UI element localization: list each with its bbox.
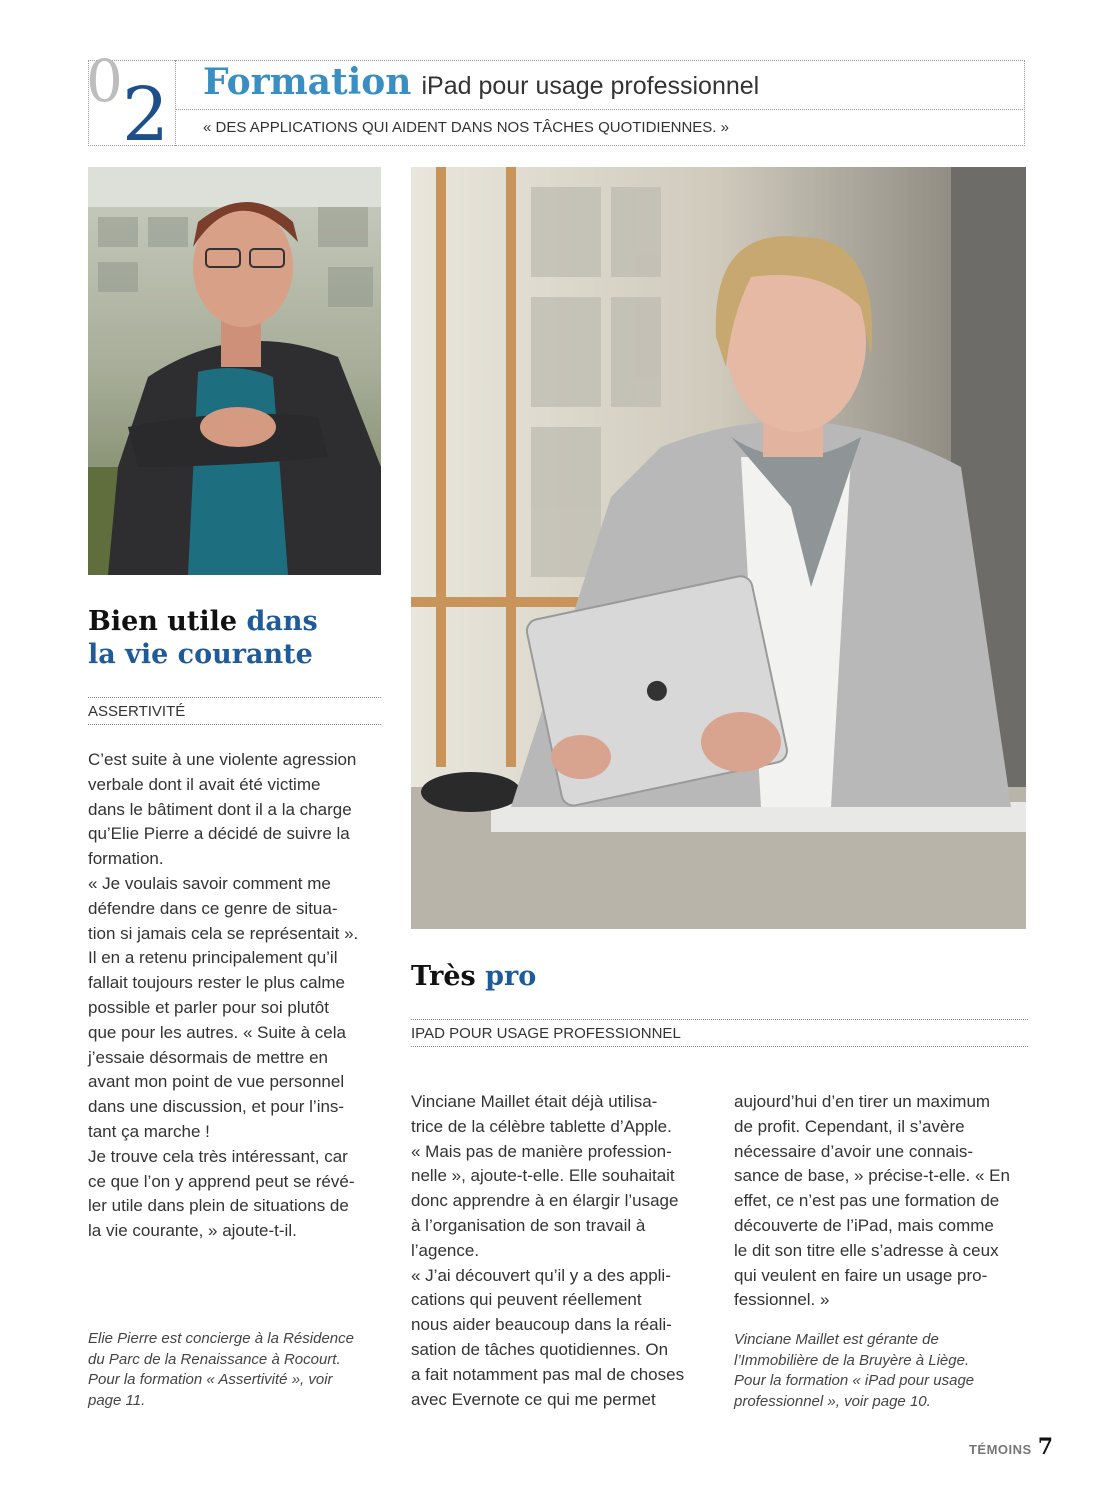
- text-line: Il en a retenu principalement qu’il: [88, 948, 338, 968]
- right-section-label: [411, 1019, 1028, 1047]
- section-number-second: 2: [122, 72, 170, 158]
- caption-line: l’Immobilière de la Bruyère à Liège.: [734, 1351, 970, 1369]
- caption-line: professionnel », voir page 10.: [734, 1392, 931, 1410]
- section-number-first: 0: [86, 47, 123, 115]
- text-line: nous aider beaucoup dans la réali-: [411, 1315, 672, 1335]
- caption-line: du Parc de la Renaissance à Rocourt.: [88, 1350, 341, 1368]
- text-line: nelle », ajoute-t-elle. Elle souhaitait: [411, 1166, 675, 1186]
- left-heading: [88, 605, 388, 671]
- text-line: l’agence.: [411, 1240, 480, 1260]
- text-line: j’essaie désormais de mettre en: [88, 1047, 329, 1067]
- photo-vinciane-maillet: [411, 167, 1026, 929]
- caption-line: page 11.: [88, 1391, 146, 1409]
- text-line: fallait toujours rester le plus calme: [88, 973, 346, 993]
- right-body-col1: [411, 1090, 716, 1412]
- text-line: avec Evernote ce qui me permet: [411, 1389, 656, 1409]
- text-line: cations qui peuvent réellement: [411, 1290, 642, 1310]
- left-heading-part2: dans: [246, 606, 318, 637]
- right-caption: [734, 1330, 1034, 1412]
- text-line: ce que l’on y apprend peut se révé-: [88, 1171, 355, 1191]
- text-line: Vinciane Maillet était déjà utilisa-: [411, 1092, 658, 1111]
- right-heading-part1: Très: [411, 961, 476, 992]
- text-line: donc apprendre à en élargir l’usage: [411, 1191, 679, 1211]
- left-heading-part3: la vie courante: [88, 639, 313, 670]
- right-body-col2: [734, 1090, 1034, 1313]
- text-line: dans le bâtiment dont il a la charge: [88, 799, 352, 819]
- photo-elie-pierre: [88, 167, 381, 575]
- text-line: « J’ai découvert qu’il y a des appli-: [411, 1265, 671, 1285]
- text-line: qui veulent en faire un usage pro-: [734, 1265, 988, 1285]
- right-heading-part2: pro: [485, 961, 537, 992]
- text-line: a fait notamment pas mal de choses: [411, 1364, 685, 1384]
- text-line: qu’Elie Pierre a décidé de suivre la: [88, 824, 350, 844]
- text-line: effet, ce n’est pas une formation de: [734, 1191, 1000, 1211]
- page-title: [203, 61, 760, 103]
- page-number: 7: [1037, 1434, 1053, 1460]
- text-line: nécessaire d’avoir une connais-: [734, 1141, 974, 1161]
- text-line: Je trouve cela très intéressant, car: [88, 1146, 348, 1166]
- text-line: avant mon point de vue personnel: [88, 1072, 345, 1092]
- left-body: [88, 748, 388, 1244]
- text-line: tion si jamais cela se représentait ».: [88, 923, 359, 943]
- left-label-text: ASSERTIVITÉ: [88, 703, 186, 720]
- header-divider: [175, 109, 1025, 110]
- text-line: « Je voulais savoir comment me: [88, 873, 331, 893]
- text-line: formation.: [88, 849, 164, 869]
- text-line: ler utile dans plein de situations de: [88, 1196, 349, 1216]
- text-line: dans une discussion, et pour l’ins-: [88, 1097, 345, 1117]
- header-divider: [175, 60, 176, 146]
- header-quote: « DES APPLICATIONS QUI AIDENT DANS NOS TÂCHES QUOTIDIENNES. »: [203, 119, 729, 136]
- page-footer: [969, 1434, 1053, 1460]
- right-label-text: IPAD POUR USAGE PROFESSIONNEL: [411, 1025, 681, 1042]
- text-line: trice de la célèbre tablette d’Apple.: [411, 1116, 672, 1136]
- text-line: la vie courante, » ajoute-t-il.: [88, 1221, 297, 1241]
- text-line: sation de tâches quotidiennes. On: [411, 1339, 669, 1359]
- text-line: de profit. Cependant, il s’avère: [734, 1116, 965, 1136]
- text-line: fessionnel. »: [734, 1290, 830, 1310]
- text-line: aujourd’hui d’en tirer un maximum: [734, 1092, 991, 1111]
- text-line: C’est suite à une violente agression: [88, 750, 357, 769]
- text-line: défendre dans ce genre de situa-: [88, 898, 338, 918]
- title-keyword: Formation: [203, 61, 412, 103]
- caption-line: Pour la formation « Assertivité », voir: [88, 1371, 333, 1388]
- text-line: sance de base, » précise-t-elle. « En: [734, 1166, 1010, 1186]
- caption-line: Pour la formation « iPad pour usage: [734, 1372, 975, 1389]
- text-line: « Mais pas de manière profession-: [411, 1141, 672, 1161]
- left-section-label: [88, 697, 381, 725]
- text-line: découverte de l’iPad, mais comme: [734, 1215, 994, 1235]
- caption-line: Vinciane Maillet est gérante de: [734, 1331, 939, 1348]
- text-line: que pour les autres. « Suite à cela: [88, 1022, 346, 1042]
- text-line: verbale dont il avait été victime: [88, 774, 321, 794]
- title-rest: iPad pour usage professionnel: [421, 72, 760, 100]
- text-line: le dit son titre elle s’adresse à ceux: [734, 1240, 999, 1260]
- text-line: possible et parler pour soi plutôt: [88, 997, 329, 1017]
- text-line: à l’organisation de son travail à: [411, 1215, 646, 1235]
- left-heading-part1: Bien utile: [88, 606, 238, 637]
- left-caption: [88, 1329, 388, 1411]
- section-name: TÉMOINS: [968, 1442, 1032, 1457]
- caption-line: Elie Pierre est concierge à la Résidence: [88, 1330, 354, 1347]
- right-heading: [411, 960, 811, 993]
- text-line: tant ça marche !: [88, 1121, 210, 1141]
